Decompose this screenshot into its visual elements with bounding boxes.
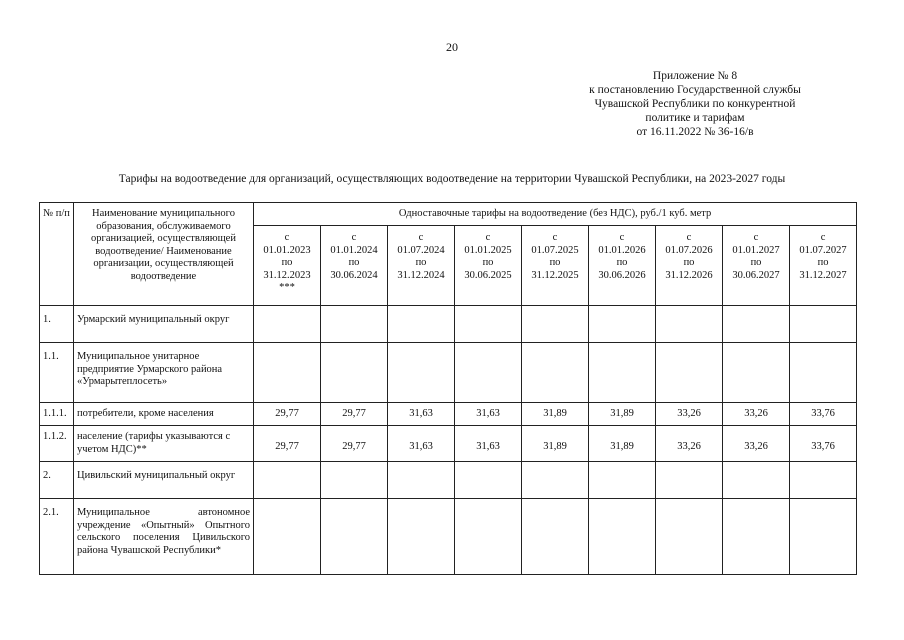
tariff-cell bbox=[388, 343, 455, 403]
tariff-cell bbox=[723, 343, 790, 403]
tariff-cell bbox=[589, 343, 656, 403]
row-name: Цивильский муниципальный округ bbox=[74, 462, 254, 499]
tariff-cell bbox=[790, 306, 857, 343]
tariff-cell: 33,26 bbox=[656, 403, 723, 426]
tariff-cell bbox=[522, 499, 589, 575]
tariff-cell: 33,76 bbox=[790, 426, 857, 462]
tariff-cell bbox=[254, 462, 321, 499]
header-period: с 01.07.2027 по 31.12.2027 bbox=[790, 226, 857, 306]
row-name: Муниципальное автономное учреждение «Опытный» Опытного сельского поселения Цивильского района Чувашской Республики* bbox=[74, 499, 254, 575]
tariff-cell bbox=[254, 499, 321, 575]
row-name: Урмарский муниципальный округ bbox=[74, 306, 254, 343]
tariff-cell bbox=[656, 306, 723, 343]
page-number: 20 bbox=[446, 40, 458, 54]
appendix-line: политике и тарифам bbox=[645, 112, 745, 124]
tariff-cell bbox=[723, 499, 790, 575]
tariff-cell: 29,77 bbox=[254, 426, 321, 462]
header-period: с 01.01.2024 по 30.06.2024 bbox=[321, 226, 388, 306]
tariff-cell bbox=[723, 306, 790, 343]
tariff-cell bbox=[790, 499, 857, 575]
tariff-cell bbox=[589, 306, 656, 343]
row-name: население (тарифы указываются с учетом НДС)** bbox=[74, 426, 254, 462]
header-period: с 01.01.2025 по 30.06.2025 bbox=[455, 226, 522, 306]
tariff-cell bbox=[522, 343, 589, 403]
tariff-cell: 31,63 bbox=[455, 403, 522, 426]
row-number: 1.1.2. bbox=[40, 426, 74, 462]
tariff-cell: 31,63 bbox=[455, 426, 522, 462]
document-title: Тарифы на водоотведение для организаций, осуществляющих водоотведение на территории Чувашской Республики, на 2023-2027 годы bbox=[118, 173, 786, 185]
tariff-cell bbox=[388, 499, 455, 575]
tariff-cell: 31,63 bbox=[388, 403, 455, 426]
header-period: с 01.01.2023 по 31.12.2023 *** bbox=[254, 226, 321, 306]
table-row-organization bbox=[40, 499, 857, 575]
row-name: потребители, кроме населения bbox=[74, 403, 254, 426]
header-number: № п/п bbox=[40, 203, 74, 306]
tariff-cell bbox=[656, 499, 723, 575]
tariff-table bbox=[39, 202, 857, 575]
tariff-cell bbox=[455, 306, 522, 343]
table-row-consumers bbox=[40, 403, 857, 426]
tariff-cell bbox=[321, 499, 388, 575]
tariff-cell bbox=[254, 306, 321, 343]
tariff-cell: 31,89 bbox=[522, 426, 589, 462]
table-row-population bbox=[40, 426, 857, 462]
appendix-line: к постановлению Государственной службы bbox=[589, 84, 801, 96]
header-tariff-group: Одноставочные тарифы на водоотведение (без НДС), руб./1 куб. метр bbox=[254, 203, 857, 226]
tariff-cell: 33,26 bbox=[723, 403, 790, 426]
tariff-cell bbox=[656, 462, 723, 499]
tariff-cell bbox=[522, 462, 589, 499]
tariff-cell bbox=[455, 499, 522, 575]
tariff-cell bbox=[522, 306, 589, 343]
appendix-line: Приложение № 8 bbox=[652, 70, 738, 82]
tariff-cell bbox=[790, 343, 857, 403]
tariff-cell bbox=[656, 343, 723, 403]
tariff-cell: 31,63 bbox=[388, 426, 455, 462]
appendix-line: Чувашской Республики по конкурентной bbox=[594, 98, 796, 110]
appendix-line: от 16.11.2022 № 36-16/в bbox=[636, 126, 754, 138]
tariff-cell bbox=[589, 462, 656, 499]
tariff-cell: 33,76 bbox=[790, 403, 857, 426]
tariff-cell bbox=[254, 343, 321, 403]
tariff-cell: 33,26 bbox=[723, 426, 790, 462]
tariff-cell bbox=[455, 462, 522, 499]
tariff-cell bbox=[321, 306, 388, 343]
header-organization-name: Наименование муниципального образования, обслуживаемого организацией, осуществляющей водоотведение/ Наименование организации, осуществляющей водоотведение bbox=[74, 203, 254, 306]
tariff-cell bbox=[388, 462, 455, 499]
tariff-cell bbox=[455, 343, 522, 403]
tariff-cell bbox=[321, 462, 388, 499]
tariff-cell bbox=[589, 499, 656, 575]
tariff-cell bbox=[723, 462, 790, 499]
tariff-cell: 31,89 bbox=[589, 426, 656, 462]
tariff-cell: 29,77 bbox=[321, 426, 388, 462]
tariff-cell bbox=[388, 306, 455, 343]
header-period: с 01.07.2026 по 31.12.2026 bbox=[656, 226, 723, 306]
row-number: 1.1.1. bbox=[40, 403, 74, 426]
table-row-municipality bbox=[40, 306, 857, 343]
tariff-cell: 33,26 bbox=[656, 426, 723, 462]
header-period: с 01.01.2027 по 30.06.2027 bbox=[723, 226, 790, 306]
tariff-cell bbox=[790, 462, 857, 499]
row-number: 2. bbox=[40, 462, 74, 499]
tariff-cell: 31,89 bbox=[589, 403, 656, 426]
table-row-municipality bbox=[40, 462, 857, 499]
header-period: с 01.07.2024 по 31.12.2024 bbox=[388, 226, 455, 306]
tariff-cell: 31,89 bbox=[522, 403, 589, 426]
tariff-cell: 29,77 bbox=[254, 403, 321, 426]
tariff-cell bbox=[321, 343, 388, 403]
table-row-organization bbox=[40, 343, 857, 403]
tariff-cell: 29,77 bbox=[321, 403, 388, 426]
row-number: 1.1. bbox=[40, 343, 74, 403]
appendix-header bbox=[560, 69, 830, 139]
header-period: с 01.01.2026 по 30.06.2026 bbox=[589, 226, 656, 306]
row-name: Муниципальное унитарное предприятие Урмарского района «Урмарытеплосеть» bbox=[74, 343, 254, 403]
row-number: 2.1. bbox=[40, 499, 74, 575]
row-number: 1. bbox=[40, 306, 74, 343]
header-period: с 01.07.2025 по 31.12.2025 bbox=[522, 226, 589, 306]
